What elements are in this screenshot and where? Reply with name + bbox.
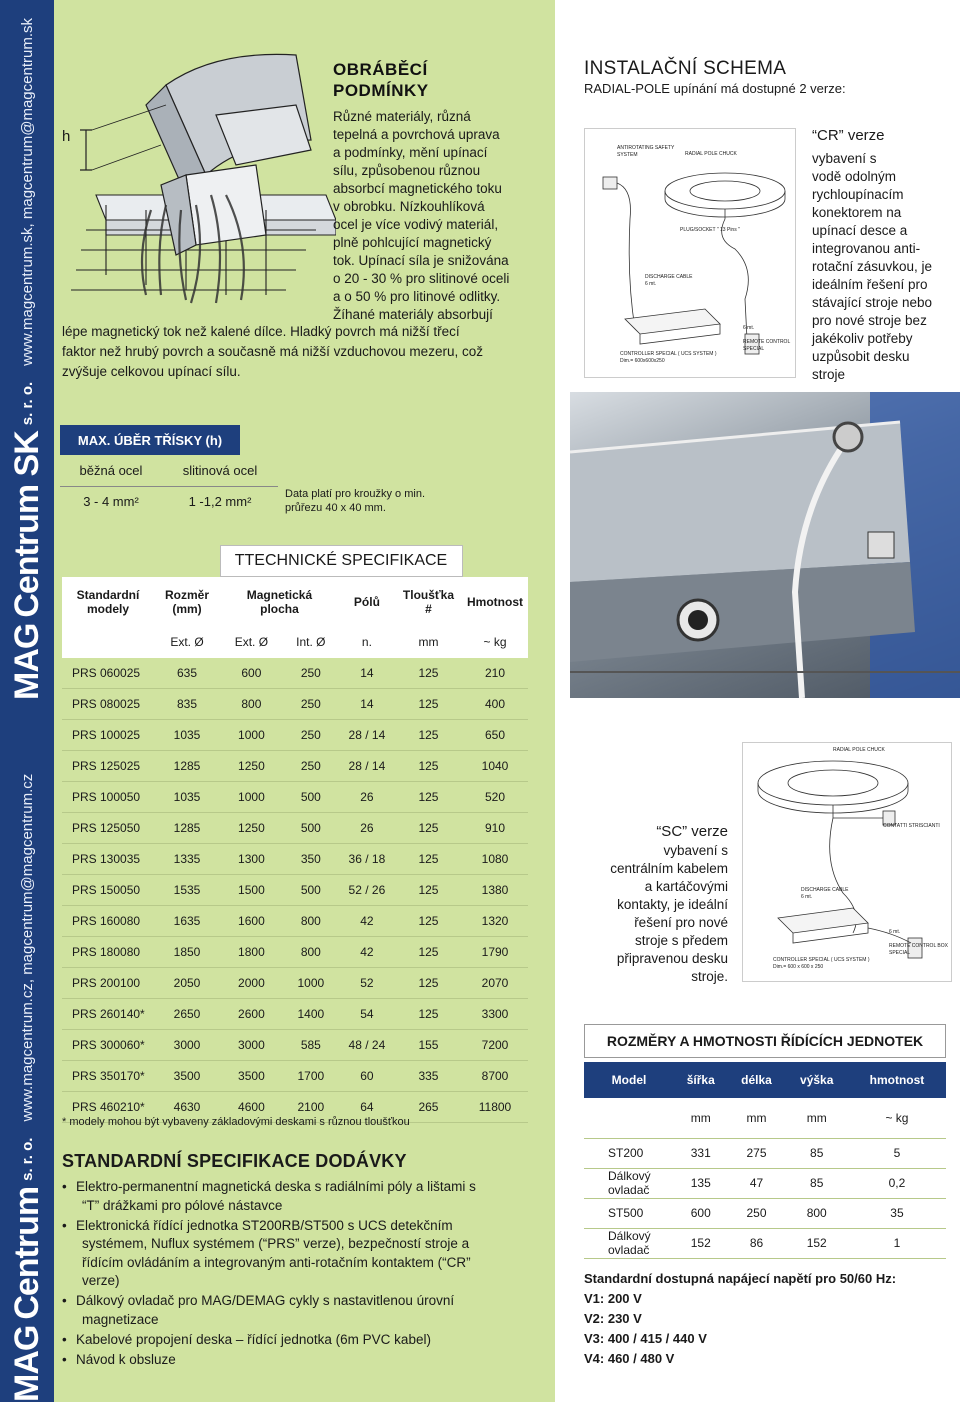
delivery-item	[62, 1217, 542, 1291]
machining-text-line: a podmínky, mění upínací	[333, 145, 488, 160]
spec-value-cell: 36 / 18	[339, 844, 395, 875]
spec-value-cell: 125	[395, 906, 462, 937]
dims-value-cell: 135	[674, 1168, 728, 1198]
spec-unit: ~ kg	[462, 627, 528, 658]
spec-value-cell: 155	[395, 1030, 462, 1061]
spec-value-cell: 52 / 26	[339, 875, 395, 906]
spec-value-cell: 7200	[462, 1030, 528, 1061]
cr-text-line: stávající stroje nebo	[812, 295, 933, 310]
machining-text-line: Různé materiály, různá	[333, 109, 471, 124]
spec-value-cell: 64	[339, 1092, 395, 1123]
spec-value-cell: 1000	[220, 720, 283, 751]
spec-value-cell: 26	[339, 813, 395, 844]
delivery-list	[62, 1178, 542, 1371]
sc-title: “SC” verze	[656, 823, 728, 840]
spec-unit: Ext. Ø	[220, 627, 283, 658]
sc-text-line: připravenou desku	[616, 951, 728, 966]
chip-note	[285, 487, 425, 515]
spec-header-model: Standardní modely	[62, 577, 154, 627]
spec-model-cell: PRS 080025	[62, 689, 154, 720]
spec-unit: Ext. Ø	[154, 627, 220, 658]
cr-text-line: vodě odolným	[812, 169, 897, 184]
dims-header: hmotnost	[869, 1073, 925, 1087]
bullet-icon: •	[62, 1179, 67, 1194]
sc-text-line: centrálním kabelem	[610, 861, 728, 876]
spec-model-cell: PRS 150050	[62, 875, 154, 906]
spec-model-cell: PRS 100050	[62, 782, 154, 813]
spec-value-cell: 42	[339, 906, 395, 937]
dims-row	[584, 1228, 946, 1258]
install-subtitle: RADIAL-POLE upínání má dostupné 2 verze:	[584, 81, 846, 96]
photo-illustration	[570, 392, 960, 698]
sc-text	[580, 842, 728, 986]
spec-value-cell: 54	[339, 999, 395, 1030]
dims-value-cell: 600	[674, 1198, 728, 1228]
delivery-item-line: systémem, Nuflux systémem (“PRS” verze), bezpečností stroje a	[82, 1236, 470, 1251]
spec-value-cell: 1285	[154, 813, 220, 844]
bullet-icon: •	[62, 1217, 67, 1233]
spec-header-surface: Magnetická plocha	[220, 577, 339, 627]
install-title: INSTALAČNÍ SCHEMA	[584, 58, 787, 79]
dims-value-cell: 152	[786, 1228, 848, 1258]
spec-value-cell: 2600	[220, 999, 283, 1030]
spec-value-cell: 1380	[462, 875, 528, 906]
spec-model-cell: PRS 350170*	[62, 1061, 154, 1092]
delivery-item-line: Elektronická řídící jednotka ST200RB/ST500 s UCS detekčním	[76, 1217, 453, 1233]
spec-value-cell: 60	[339, 1061, 395, 1092]
spec-value-cell: 500	[283, 813, 339, 844]
delivery-item-line: řídícím ovládáním a integrovaným anti-rotačním kontaktem (“CR”	[82, 1254, 471, 1270]
cr-text-line: rotační zásuvkou, je	[812, 259, 933, 274]
bullet-icon: •	[62, 1331, 67, 1347]
spec-row	[62, 999, 528, 1030]
d1-ctrl-label: CONTROLLER SPECIAL ( UCS SYSTEM ) Dim.= 600x600x250	[620, 351, 717, 364]
machining-text-line: sílu, způsobenou různou	[333, 163, 481, 178]
delivery-item	[62, 1292, 542, 1329]
d1-discharge-label: DISCHARGE CABLE 6 mt.	[645, 274, 693, 287]
spec-value-cell: 1335	[154, 844, 220, 875]
brand-sidebar	[0, 0, 54, 1402]
spec-value-cell: 2000	[220, 968, 283, 999]
cr-text-line: vybavení s	[812, 151, 877, 166]
brand-name-2: Centrum	[7, 1186, 46, 1320]
dims-value-cell: 250	[728, 1198, 786, 1228]
spec-row	[62, 844, 528, 875]
spec-value-cell: 910	[462, 813, 528, 844]
cr-text-line: upínací desce a	[812, 223, 908, 238]
voltage-title: Standardní dostupná napájecí napětí pro 50/60 Hz:	[584, 1271, 897, 1286]
dims-value-cell: 0,2	[848, 1168, 946, 1198]
d2-remote-label: REMOTE CONTROL BOX SPECIAL	[889, 943, 948, 956]
spec-value-cell: 4600	[220, 1092, 283, 1123]
dims-unit: mm	[728, 1098, 786, 1138]
d1-dm-label: 6 mt.	[743, 325, 755, 331]
brand-contact[interactable]: www.magcentrum.cz, magcentrum@magcentrum.cz	[18, 773, 36, 1122]
spec-value-cell: 125	[395, 844, 462, 875]
machining-text-line: faktor než hrubý povrch a současně má nižší vzduchovou mezeru, což	[62, 344, 483, 359]
spec-value-cell: 125	[395, 937, 462, 968]
spec-value-cell: 250	[283, 720, 339, 751]
spec-value-cell: 48 / 24	[339, 1030, 395, 1061]
spec-value-cell: 1320	[462, 906, 528, 937]
spec-title: TTECHNICKÉ SPECIFIKACE	[220, 546, 462, 577]
chip-title: MAX. ÚBĚR TŘÍSKY (h)	[60, 425, 240, 455]
brand-suffix: s. r. o.	[18, 1137, 36, 1181]
chip-value-alloy: 1 -1,2 mm²	[162, 486, 278, 516]
dims-unit: ~ kg	[848, 1098, 946, 1138]
dims-value-cell: 275	[728, 1138, 786, 1168]
delivery-item-line: Elektro-permanentní magnetická deska s radiálními póly a lištami s	[76, 1179, 476, 1194]
spec-value-cell: 1790	[462, 937, 528, 968]
sc-text-line: stroje s předem	[634, 933, 728, 948]
sc-text-line: řešení pro nové	[634, 915, 728, 930]
spec-value-cell: 400	[462, 689, 528, 720]
sc-text-line: kontakty, je ideální	[617, 897, 728, 912]
machining-text-line: lépe magnetický tok než kalené dílce. Hladký povrch má nižší třecí	[62, 324, 460, 339]
chip-header-steel: běžná ocel	[79, 463, 143, 479]
cr-text-line: ideálním řešení pro	[812, 277, 928, 292]
delivery-title: STANDARDNÍ SPECIFIKACE DODÁVKY	[62, 1151, 407, 1171]
cr-text	[812, 150, 932, 384]
cr-diagram	[584, 128, 796, 378]
spec-value-cell: 585	[283, 1030, 339, 1061]
voltage-line: V4: 460 / 480 V	[584, 1351, 675, 1366]
spec-model-cell: PRS 160080	[62, 906, 154, 937]
spec-row	[62, 751, 528, 782]
spec-value-cell: 125	[395, 658, 462, 689]
spec-value-cell: 2650	[154, 999, 220, 1030]
dims-model-cell: ST500	[584, 1198, 674, 1228]
spec-unit: mm	[395, 627, 462, 658]
brand-name-2: Centrum SK	[7, 431, 46, 618]
spec-row	[62, 658, 528, 689]
spec-value-cell: 800	[283, 906, 339, 937]
spec-value-cell: 42	[339, 937, 395, 968]
spec-model-cell: PRS 460210*	[62, 1092, 154, 1123]
sc-text-line: vybavení s	[663, 843, 728, 858]
machining-text-line: absorbcí magnetického toku	[333, 181, 502, 196]
spec-value-cell: 125	[395, 999, 462, 1030]
delivery-item-line: Návod k obsluze	[76, 1351, 176, 1367]
spec-value-cell: 2100	[283, 1092, 339, 1123]
spec-value-cell: 210	[462, 658, 528, 689]
spec-value-cell: 14	[339, 658, 395, 689]
spec-model-cell: PRS 200100	[62, 968, 154, 999]
spec-value-cell: 1035	[154, 782, 220, 813]
spec-value-cell: 1250	[220, 813, 283, 844]
spec-row	[62, 906, 528, 937]
spec-value-cell: 125	[395, 875, 462, 906]
bullet-icon: •	[62, 1293, 67, 1308]
dims-header-row	[584, 1062, 946, 1098]
spec-value-cell: 500	[283, 782, 339, 813]
machining-text-line: a o 50 % pro litinové odlitky.	[333, 289, 501, 304]
h-label: h	[62, 128, 71, 145]
spec-value-cell: 1285	[154, 751, 220, 782]
spec-value-cell: 3000	[154, 1030, 220, 1061]
spec-value-cell: 250	[283, 751, 339, 782]
machining-illustration	[66, 45, 336, 313]
dims-model-cell: ST200	[584, 1138, 674, 1168]
machining-text-line: tok. Upínací síla je snižována	[333, 253, 509, 268]
spec-row	[62, 875, 528, 906]
spec-footnote: * modely mohou být vybaveny základovými deskami s různou tloušťkou	[62, 1116, 410, 1128]
spec-model-cell: PRS 060025	[62, 658, 154, 689]
machining-text-line: o 20 - 30 % pro slitinové oceli	[333, 271, 510, 286]
d1-chuck-label: RADIAL POLE CHUCK	[685, 151, 737, 157]
spec-value-cell: 26	[339, 782, 395, 813]
spec-value-cell: 2070	[462, 968, 528, 999]
machining-text-line: tepelná a povrchová uprava	[333, 127, 500, 142]
dims-unit	[584, 1098, 674, 1138]
dims-header: délka	[741, 1073, 772, 1087]
spec-unit: n.	[339, 627, 395, 658]
dims-title: ROZMĚRY A HMOTNOSTI ŘÍDÍCÍCH JEDNOTEK	[584, 1024, 946, 1058]
dims-unit: mm	[674, 1098, 728, 1138]
spec-header-poles: Pólů	[339, 577, 395, 627]
delivery-item-line: verze)	[82, 1273, 120, 1288]
spec-value-cell: 1700	[283, 1061, 339, 1092]
spec-model-cell: PRS 100025	[62, 720, 154, 751]
brand-bottom	[0, 702, 54, 1402]
machining-text-line: ocel je více vodivý materiál,	[333, 217, 499, 232]
spec-value-cell: 125	[395, 968, 462, 999]
chip-note-line: Data platí pro kroužky o min.	[285, 488, 426, 500]
machining-text-line: plně pohlcující magnetický	[333, 235, 492, 250]
chip-table	[60, 456, 278, 516]
dims-model-cell: Dálkový ovladač	[584, 1168, 674, 1198]
machining-text-wide	[62, 322, 483, 382]
spec-value-cell: 3000	[220, 1030, 283, 1061]
tool-workpiece-drawing	[66, 45, 336, 313]
d2-dm-label: 6 mt.	[889, 929, 901, 935]
cr-title: “CR” verze	[812, 127, 885, 144]
spec-value-cell: 11800	[462, 1092, 528, 1123]
spec-header-thickness: Tloušťka #	[395, 577, 462, 627]
spec-value-cell: 2050	[154, 968, 220, 999]
dims-row	[584, 1138, 946, 1168]
spec-value-cell: 125	[395, 751, 462, 782]
spec-value-cell: 4630	[154, 1092, 220, 1123]
d1-remote-label: REMOTE CONTROL SPECIAL	[743, 339, 791, 352]
spec-value-cell: 1600	[220, 906, 283, 937]
spec-model-cell: PRS 130035	[62, 844, 154, 875]
spec-row	[62, 813, 528, 844]
spec-value-cell: 350	[283, 844, 339, 875]
spec-value-cell: 250	[283, 689, 339, 720]
dims-value-cell: 85	[786, 1138, 848, 1168]
dims-header: výška	[800, 1073, 834, 1087]
voltage-list	[584, 1289, 707, 1369]
spec-model-cell: PRS 260140*	[62, 999, 154, 1030]
cr-text-line: stroje	[812, 367, 846, 382]
dims-value-cell: 800	[786, 1198, 848, 1228]
spec-row	[62, 782, 528, 813]
sc-diagram	[742, 742, 952, 982]
spec-unit: Int. Ø	[283, 627, 339, 658]
dims-value-cell: 85	[786, 1168, 848, 1198]
dims-value-cell: 47	[728, 1168, 786, 1198]
spec-value-cell: 8700	[462, 1061, 528, 1092]
spec-value-cell: 3500	[220, 1061, 283, 1092]
spec-row	[62, 689, 528, 720]
spec-value-cell: 28 / 14	[339, 751, 395, 782]
brand-suffix: s. r. o.	[18, 381, 36, 426]
spec-unit	[62, 627, 154, 658]
chip-header-alloy: slitinová ocel	[182, 463, 258, 479]
spec-value-cell: 1000	[220, 782, 283, 813]
spec-row	[62, 1061, 528, 1092]
cr-text-line: integrovanou anti-	[812, 241, 921, 256]
spec-value-cell: 500	[283, 875, 339, 906]
spec-value-cell: 3500	[154, 1061, 220, 1092]
dims-value-cell: 331	[674, 1138, 728, 1168]
spec-value-cell: 1035	[154, 720, 220, 751]
spec-value-cell: 1400	[283, 999, 339, 1030]
spec-value-cell: 125	[395, 720, 462, 751]
spec-value-cell: 125	[395, 782, 462, 813]
delivery-item-line: “T” drážkami pro pólové nástavce	[82, 1197, 283, 1213]
chip-value-steel: 3 - 4 mm²	[60, 486, 162, 516]
spec-value-cell: 800	[283, 937, 339, 968]
spec-model-cell: PRS 125025	[62, 751, 154, 782]
voltage-line: V1: 200 V	[584, 1291, 642, 1306]
dims-value-cell: 35	[848, 1198, 946, 1228]
cr-text-line: pro nové stroje bez	[812, 313, 927, 328]
spec-value-cell: 835	[154, 689, 220, 720]
spec-table	[62, 545, 528, 1123]
spec-row	[62, 1030, 528, 1061]
chip-note-line: průřezu 40 x 40 mm.	[285, 502, 386, 514]
d2-ctrl-label: CONTROLLER SPECIAL ( UCS SYSTEM ) Dim.= 600 x 600 x 250	[773, 957, 870, 970]
cr-text-line: rychloupínacím	[812, 187, 904, 202]
spec-value-cell: 1500	[220, 875, 283, 906]
d2-contact-label: CONTATTI STRISCIANTI	[883, 823, 940, 829]
delivery-item	[62, 1178, 542, 1215]
spec-model-cell: PRS 125050	[62, 813, 154, 844]
spec-row	[62, 720, 528, 751]
cr-text-line: konektorem na	[812, 205, 902, 220]
spec-value-cell: 1250	[220, 751, 283, 782]
brand-name: MAG	[7, 1325, 46, 1402]
spec-value-cell: 1850	[154, 937, 220, 968]
dims-header: Model	[611, 1073, 647, 1087]
spec-value-cell: 265	[395, 1092, 462, 1123]
spec-value-cell: 28 / 14	[339, 720, 395, 751]
dims-row	[584, 1168, 946, 1198]
delivery-item	[62, 1351, 542, 1370]
spec-value-cell: 1800	[220, 937, 283, 968]
brand-contact[interactable]: www.magcentrum.sk, magcentrum@magcentrum.sk	[18, 18, 36, 366]
machining-text-line: zvýšuje celkovou upínací sílu.	[62, 364, 241, 379]
spec-value-cell: 520	[462, 782, 528, 813]
spec-value-cell: 600	[220, 658, 283, 689]
sc-text-line: stroje.	[691, 969, 728, 984]
spec-value-cell: 635	[154, 658, 220, 689]
sc-text-line: a kartáčovými	[644, 879, 728, 894]
spec-value-cell: 3300	[462, 999, 528, 1030]
spec-value-cell: 125	[395, 813, 462, 844]
d2-discharge-label: DISCHARGE CABLE 6 mt.	[801, 887, 849, 900]
brand-name: MAG	[7, 623, 46, 700]
spec-value-cell: 52	[339, 968, 395, 999]
dims-header: šířka	[686, 1073, 715, 1087]
dims-value-cell: 86	[728, 1228, 786, 1258]
spec-header-weight: Hmotnost	[462, 577, 528, 627]
spec-header-size: Rozměr (mm)	[154, 577, 220, 627]
chip-table-wrap	[60, 425, 278, 516]
dims-value-cell: 1	[848, 1228, 946, 1258]
spec-row	[62, 937, 528, 968]
d2-chuck-label: RADIAL POLE CHUCK	[833, 747, 885, 753]
spec-value-cell: 335	[395, 1061, 462, 1092]
dims-model-cell: Dálkový ovladač	[584, 1228, 674, 1258]
spec-value-cell: 125	[395, 689, 462, 720]
chuck-photo	[570, 392, 960, 698]
spec-value-cell: 650	[462, 720, 528, 751]
dims-value-cell: 152	[674, 1228, 728, 1258]
voltage-line: V3: 400 / 415 / 440 V	[584, 1331, 707, 1346]
spec-model-cell: PRS 180080	[62, 937, 154, 968]
bullet-icon: •	[62, 1351, 67, 1367]
spec-value-cell: 250	[283, 658, 339, 689]
spec-value-cell: 1040	[462, 751, 528, 782]
spec-value-cell: 1080	[462, 844, 528, 875]
dims-table	[584, 1062, 946, 1259]
spec-value-cell: 1635	[154, 906, 220, 937]
machining-title-2: PODMÍNKY	[333, 81, 429, 100]
d1-plug-label: PLUG/SOCKET " 13 Pins "	[680, 227, 740, 233]
d1-label: ANTIROTATING SAFETY SYSTEM	[617, 145, 675, 158]
machining-text-line: Žíhané materiály absorbují	[333, 307, 493, 322]
delivery-item-line: magnetizace	[82, 1311, 159, 1327]
voltage-line: V2: 230 V	[584, 1311, 642, 1326]
spec-value-cell: 1000	[283, 968, 339, 999]
delivery-item	[62, 1331, 542, 1350]
dims-value-cell: 5	[848, 1138, 946, 1168]
machining-title-1: OBRÁBĚCÍ	[333, 60, 428, 79]
brand-top	[0, 0, 54, 700]
machining-text-line: v obrobku. Nízkouhlíková	[333, 199, 485, 214]
delivery-item-line: Dálkový ovladač pro MAG/DEMAG cykly s nastavitlenou úrovní	[76, 1293, 455, 1308]
dims-row	[584, 1198, 946, 1228]
spec-value-cell: 800	[220, 689, 283, 720]
spec-value-cell: 1535	[154, 875, 220, 906]
cr-text-line: jakékoliv potřeby	[812, 331, 913, 346]
spec-value-cell: 1300	[220, 844, 283, 875]
dims-unit: mm	[786, 1098, 848, 1138]
spec-row	[62, 968, 528, 999]
delivery-item-line: Kabelové propojení deska – řídící jednotka (6m PVC kabel)	[76, 1331, 431, 1347]
cr-text-line: uzpůsobit desku	[812, 349, 910, 364]
machining-text	[333, 108, 509, 324]
spec-value-cell: 14	[339, 689, 395, 720]
spec-model-cell: PRS 300060*	[62, 1030, 154, 1061]
